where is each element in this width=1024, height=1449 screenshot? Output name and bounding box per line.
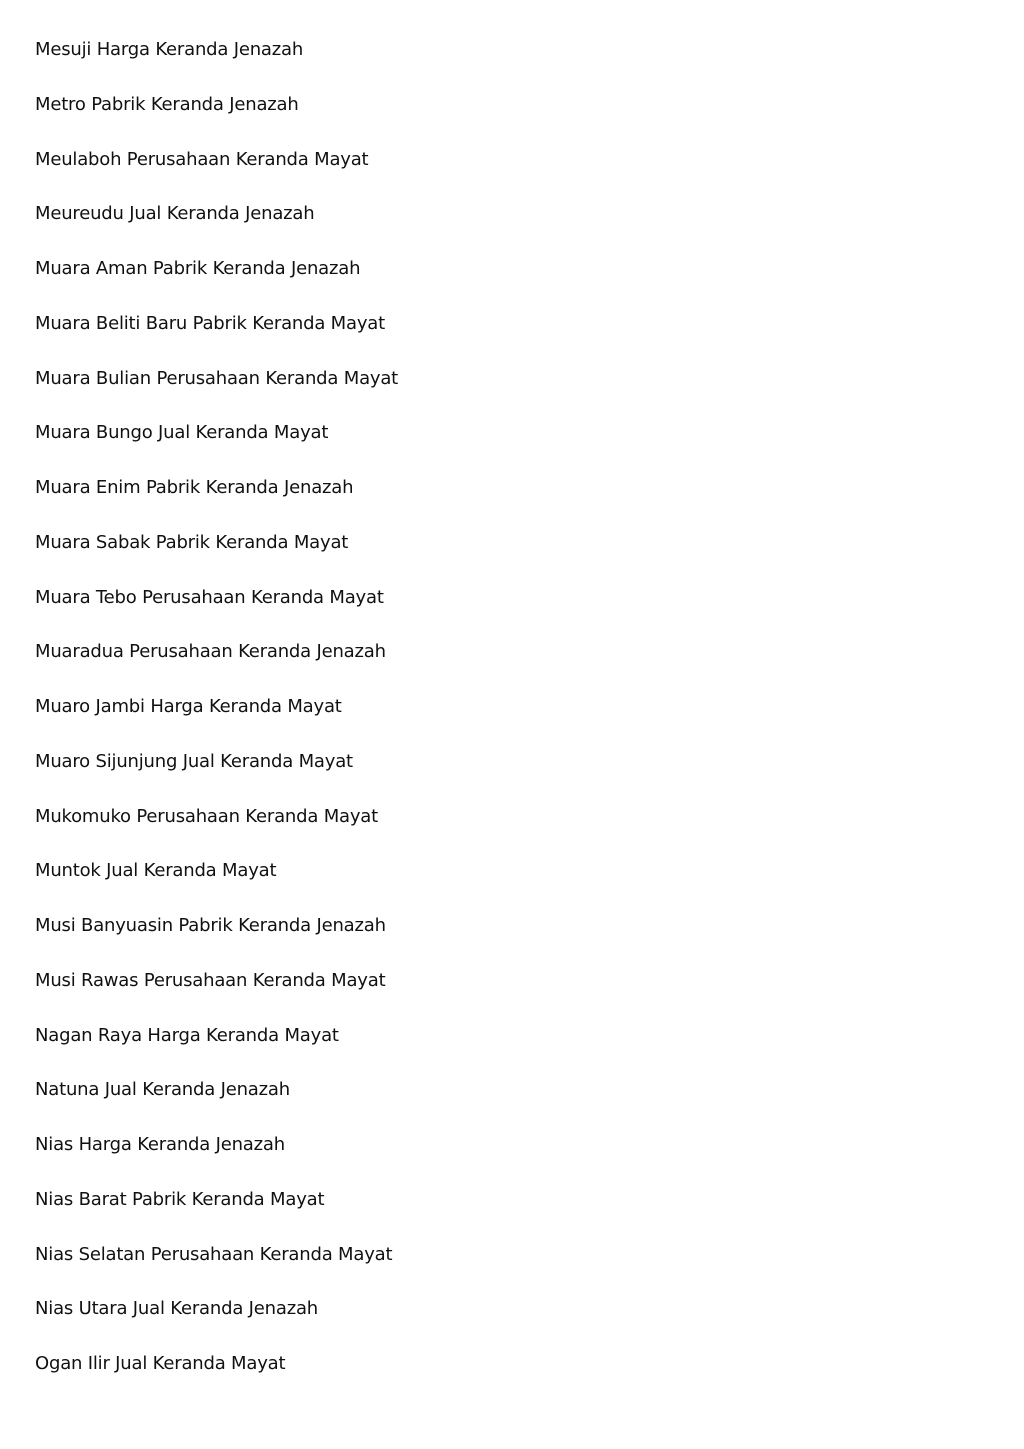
list-item: Mukomuko Perusahaan Keranda Mayat [35,805,378,827]
list-item: Muaradua Perusahaan Keranda Jenazah [35,641,386,663]
list-item: Muara Bulian Perusahaan Keranda Mayat [35,367,399,389]
list-item: Muara Tebo Perusahaan Keranda Mayat [35,586,384,608]
list-item: Muaro Sijunjung Jual Keranda Mayat [35,750,353,772]
list-item: Muara Sabak Pabrik Keranda Mayat [35,531,349,553]
list-item: Nias Selatan Perusahaan Keranda Mayat [35,1243,393,1265]
list-item: Nias Utara Jual Keranda Jenazah [35,1298,318,1320]
list-item: Muara Bungo Jual Keranda Mayat [35,422,329,444]
list-item: Muaro Jambi Harga Keranda Mayat [35,696,342,717]
list-item: Muntok Jual Keranda Mayat [35,860,277,882]
list-item: Muara Beliti Baru Pabrik Keranda Mayat [35,312,385,334]
list-item: Meureudu Jual Keranda Jenazah [35,203,315,225]
list-item: Ogan Ilir Jual Keranda Mayat [35,1353,286,1374]
keyword-list [35,36,935,1405]
list-item: Metro Pabrik Keranda Jenazah [35,93,299,115]
list-item: Mesuji Harga Keranda Jenazah [35,39,304,60]
list-item: Natuna Jual Keranda Jenazah [35,1079,290,1101]
list-item: Nias Harga Keranda Jenazah [35,1134,285,1155]
list-item: Muara Aman Pabrik Keranda Jenazah [35,258,361,279]
list-item: Musi Rawas Perusahaan Keranda Mayat [35,969,386,991]
list-item: Nias Barat Pabrik Keranda Mayat [35,1188,325,1210]
list-item: Musi Banyuasin Pabrik Keranda Jenazah [35,915,386,936]
list-item: Meulaboh Perusahaan Keranda Mayat [35,148,369,170]
list-item: Nagan Raya Harga Keranda Mayat [35,1024,339,1046]
list-item: Muara Enim Pabrik Keranda Jenazah [35,477,354,498]
